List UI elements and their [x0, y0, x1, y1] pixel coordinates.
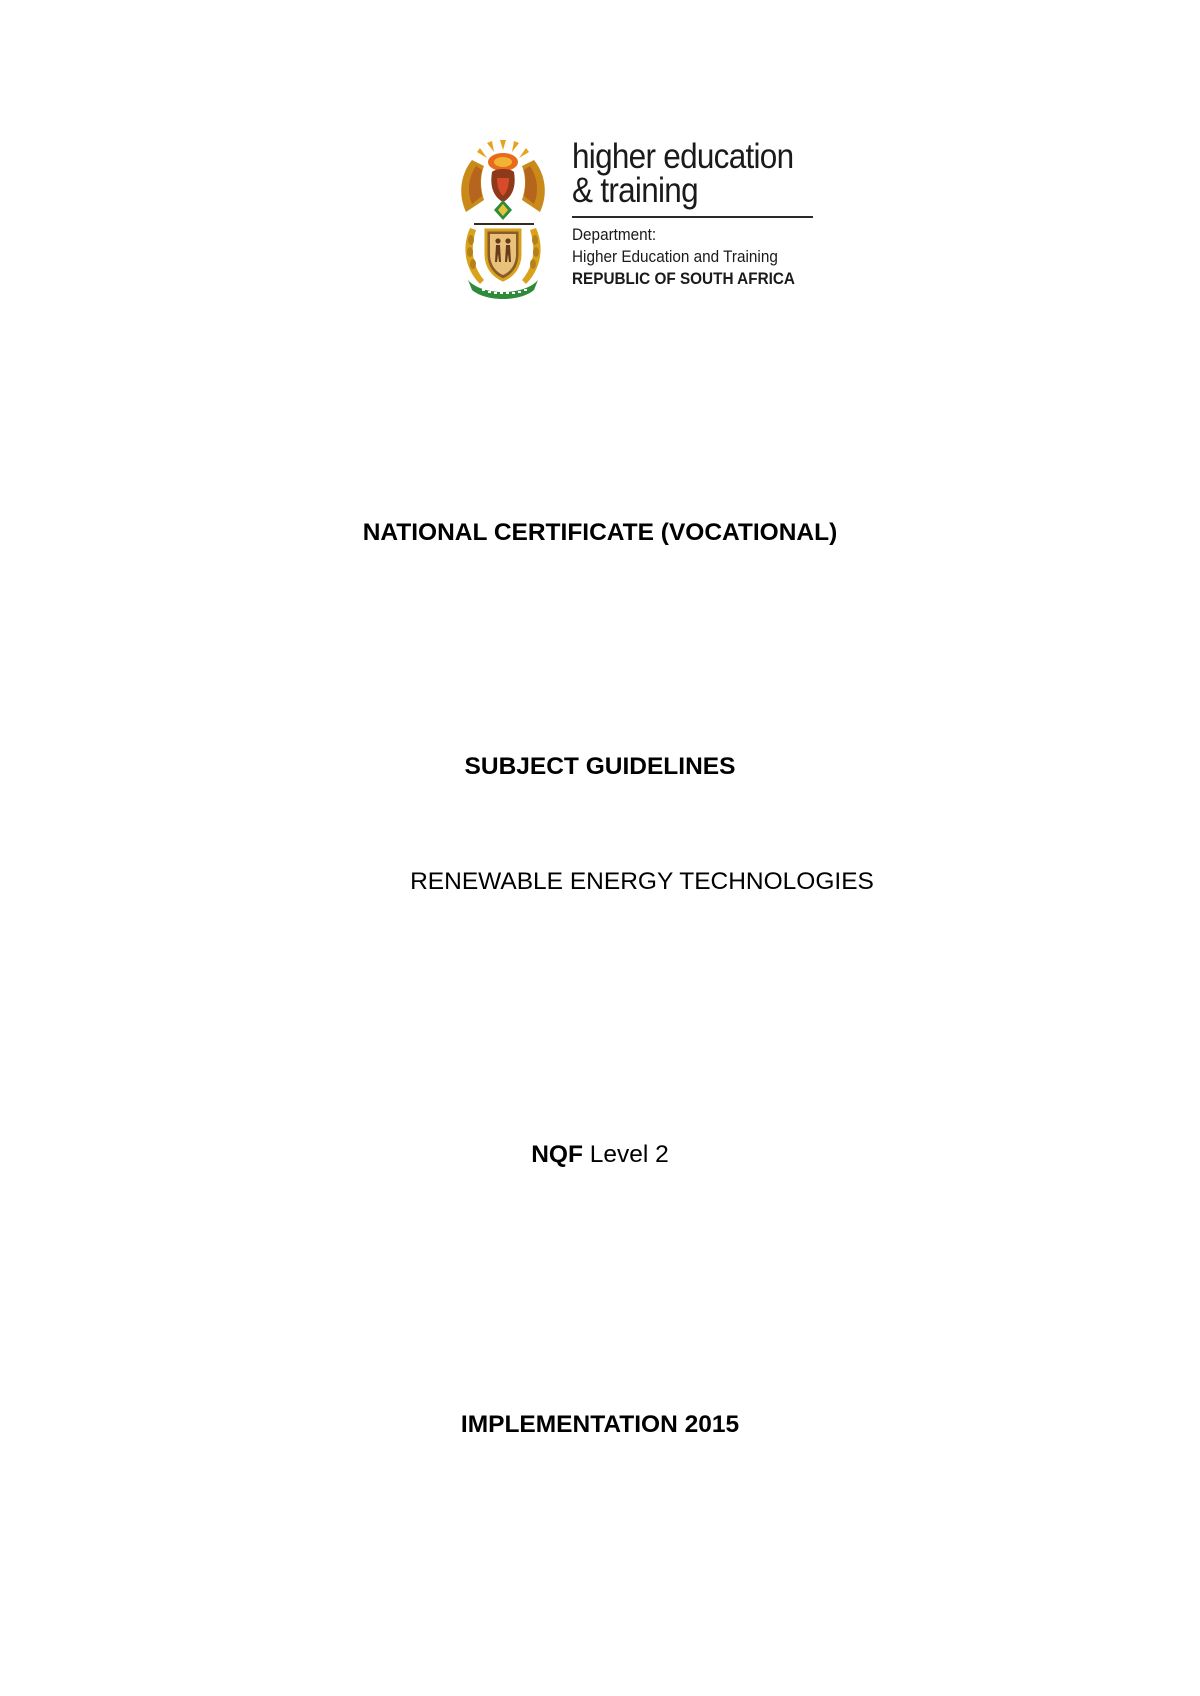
logo-country: REPUBLIC OF SOUTH AFRICA	[572, 269, 795, 288]
implementation-year: IMPLEMENTATION 2015	[460, 1411, 740, 1438]
logo-dept-name: Higher Education and Training	[572, 247, 778, 266]
logo-divider	[572, 216, 813, 218]
document-type: SUBJECT GUIDELINES	[464, 753, 736, 780]
certificate-title: NATIONAL CERTIFICATE (VOCATIONAL)	[362, 519, 838, 546]
logo-dept-label: Department:	[572, 225, 657, 244]
nqf-level-value: Level 2	[589, 1141, 669, 1168]
subject-name: RENEWABLE ENERGY TECHNOLOGIES	[410, 868, 874, 895]
logo-text	[572, 137, 832, 290]
nqf-level	[0, 1140, 1200, 1170]
department-logo	[454, 137, 834, 305]
logo-title-line2: & training	[572, 171, 698, 210]
nqf-level-label: NQF	[531, 1141, 583, 1168]
south-africa-coat-of-arms-icon	[454, 140, 552, 300]
logo-title-line1: higher education	[572, 137, 794, 176]
